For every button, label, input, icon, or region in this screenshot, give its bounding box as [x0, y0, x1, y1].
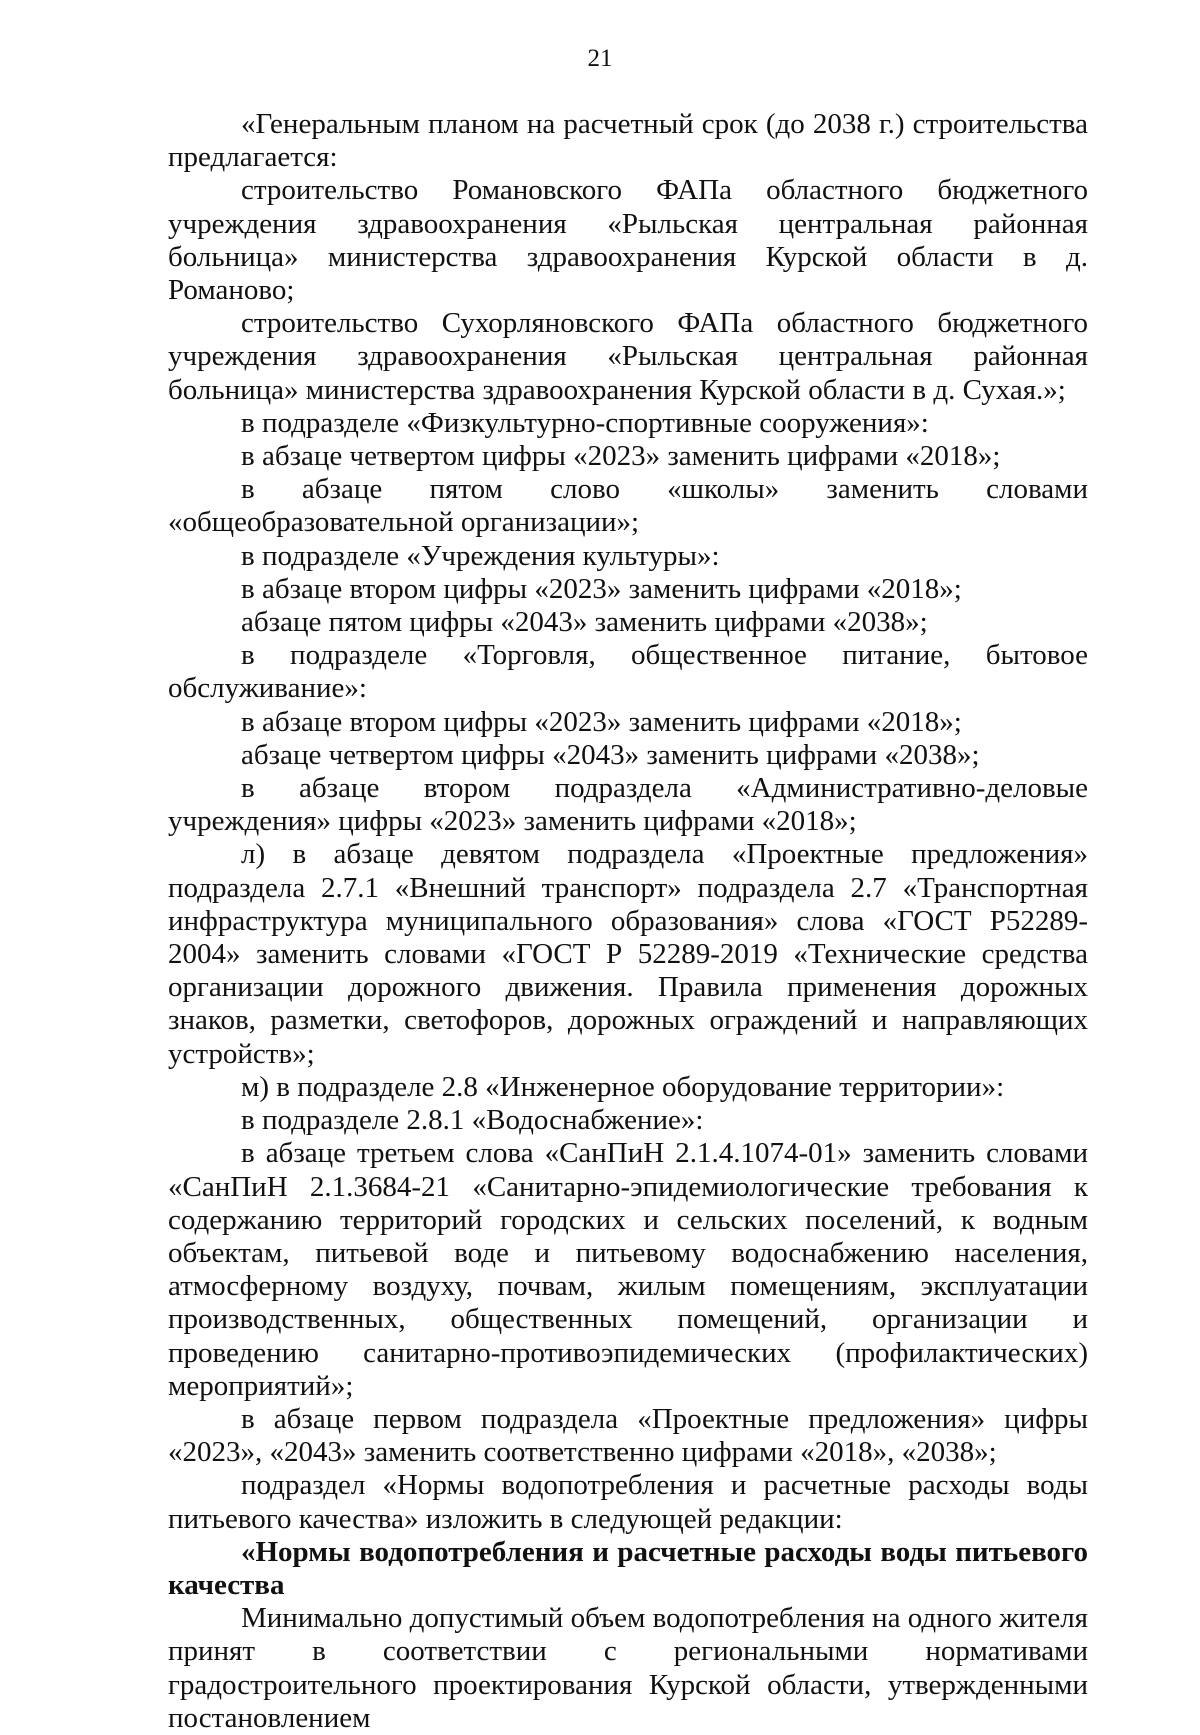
- paragraph: абзаце пятом цифры «2043» заменить цифрами «2038»;: [241, 606, 928, 639]
- document-body: [168, 108, 1088, 1735]
- paragraph: в абзаце втором подраздела «Административно-деловые учреждения» цифры «2023» заменить цифрами «2018»;: [168, 772, 1088, 838]
- paragraph: абзаце четвертом цифры «2043» заменить цифрами «2038»;: [241, 738, 980, 771]
- paragraph: в абзаце втором цифры «2023» заменить цифрами «2018»;: [241, 572, 962, 605]
- paragraph: Минимально допустимый объем водопотребления на одного жителя принят в соответствии с региональными нормативами градостроительного проектирования Курской области, утвержденными постановлением: [168, 1602, 1088, 1734]
- paragraph: в абзаце четвертом цифры «2023» заменить цифрами «2018»;: [241, 440, 1001, 473]
- paragraph: строительство Сухорляновского ФАПа областного бюджетного учреждения здравоохранения «Рыльская центральная районная больница» министерства здравоохранения Курской области в д. Сухая.»;: [168, 307, 1088, 406]
- paragraph: м) в подразделе 2.8 «Инженерное оборудование территории»:: [241, 1070, 1005, 1103]
- paragraph: «Генеральным планом на расчетный срок (до 2038 г.) строительства предлагается:: [168, 108, 1088, 174]
- paragraph: в абзаце первом подраздела «Проектные предложения» цифры «2023», «2043» заменить соответственно цифрами «2018», «2038»;: [168, 1402, 1088, 1469]
- paragraph: подраздел «Нормы водопотребления и расчетные расходы воды питьевого качества» изложить в следующей редакции:: [168, 1469, 1088, 1535]
- paragraph: в абзаце втором цифры «2023» заменить цифрами «2018»;: [241, 705, 962, 738]
- paragraph: в абзаце пятом слово «школы» заменить словами «общеобразовательной организации»;: [168, 473, 1088, 539]
- page-number: 21: [587, 45, 613, 72]
- paragraph: в подразделе «Торговля, общественное питание, бытовое обслуживание»:: [168, 639, 1088, 705]
- paragraph: л) в абзаце девятом подраздела «Проектные предложения» подраздела 2.7.1 «Внешний транспорт» подраздела 2.7 «Транспортная инфраструктура муниципального образования» слова «ГОСТ Р52289-2004» заменить словами «ГОСТ Р 52289-2019 «Технические средства организации дорожного движения. Правила применения дорожных знаков, разметки, светофоров, дорожных ограждений и направляющих устройств»;: [168, 838, 1088, 1070]
- paragraph: в подразделе «Физкультурно-спортивные сооружения»:: [241, 406, 929, 439]
- paragraph: в абзаце третьем слова «СанПиН 2.1.4.1074-01» заменить словами «СанПиН 2.1.3684-21 «Санитарно-эпидемиологические требования к содержанию территорий городских и сельских поселений, к водным объектам, питьевой воде и питьевому водоснабжению населения, атмосферному воздуху, почвам, жилым помещениям, эксплуатации производственных, общественных помещений, организации и проведению санитарно-противоэпидемических (профилактических) мероприятий»;: [168, 1137, 1088, 1402]
- paragraph: в подразделе 2.8.1 «Водоснабжение»:: [241, 1104, 704, 1137]
- section-heading: «Нормы водопотребления и расчетные расходы воды питьевого качества: [168, 1535, 1088, 1601]
- paragraph: строительство Романовского ФАПа областного бюджетного учреждения здравоохранения «Рыльская центральная районная больница» министерства здравоохранения Курской области в д. Романово;: [168, 174, 1088, 307]
- paragraph: в подразделе «Учреждения культуры»:: [241, 539, 720, 572]
